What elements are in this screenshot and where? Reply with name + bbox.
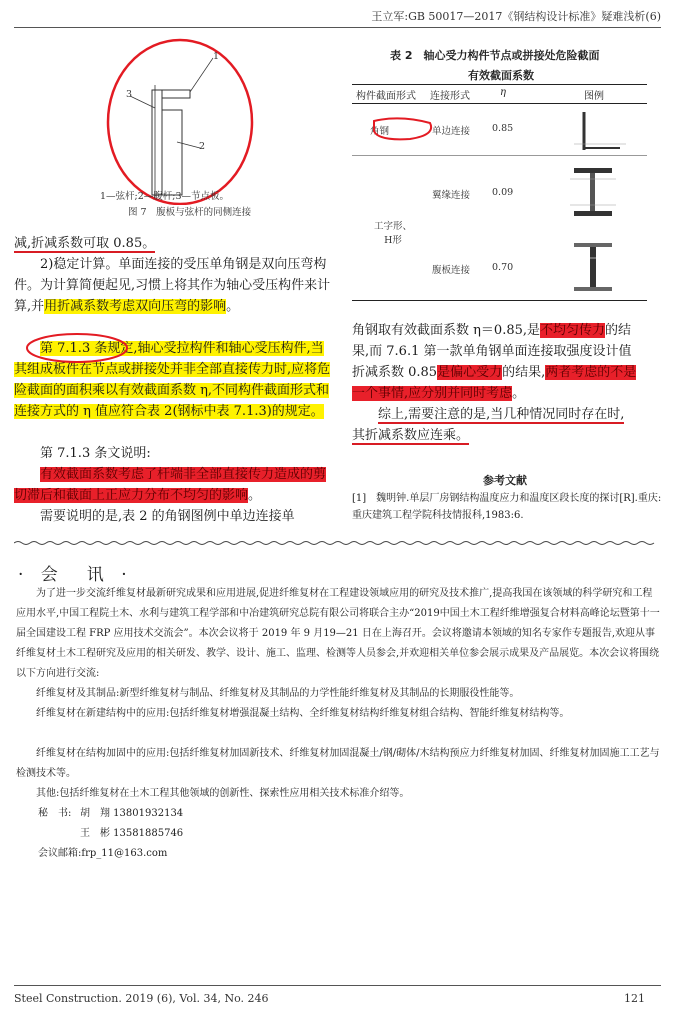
th-connection: 连接形式 bbox=[430, 91, 470, 102]
para-5 bbox=[14, 464, 334, 506]
table-2-title: 表 2 轴心受力构件节点或拼接处危险截面 bbox=[390, 49, 600, 62]
figure-7-caption: 图 7 腹板与弦杆的同侧连接 bbox=[128, 207, 252, 218]
fig-label-1: 1 bbox=[213, 51, 220, 62]
row2-eta: 0.09 bbox=[492, 187, 514, 198]
r-l3c: 的结果, bbox=[502, 365, 546, 380]
table-row-divider bbox=[352, 155, 647, 156]
para-2-highlight: 用折减系数考虑双向压弯的影响 bbox=[44, 299, 227, 314]
th-illustration: 图例 bbox=[584, 91, 604, 102]
r-l3a: 折减系数 0.85 bbox=[352, 365, 438, 380]
fig-label-2: 2 bbox=[199, 141, 206, 152]
news-item-3: 纤维复材在结构加固中的应用:包括纤维复材加固新技术、纤维复材加固混凝土/钢/砌体/木结构预应力纤维复材加固、纤维复材加固施工工艺与检测技术等。 bbox=[16, 748, 660, 779]
row1-eta: 0.85 bbox=[492, 123, 514, 134]
angle-steel-illustration bbox=[570, 110, 630, 152]
section-divider bbox=[14, 540, 661, 546]
r-l2: 果,而 7.6.1 第一款单角钢单面连接取强度设计值 bbox=[352, 344, 632, 359]
para-4: 第 7.1.3 条文说明: bbox=[40, 446, 151, 461]
table-2-subtitle: 有效截面系数 bbox=[468, 69, 534, 82]
para-2-text: 2)稳定计算。单面连接的受压单角钢是双向压弯构件。为计算简便起见,习惯上将其作为轴心受压构件来计算,并 bbox=[14, 257, 331, 314]
para-3-circle bbox=[22, 330, 132, 364]
header-rule bbox=[14, 27, 661, 28]
row3-eta: 0.70 bbox=[492, 262, 514, 273]
r-l1a-text: 角钢取有效截面系数 η＝0.85,是 bbox=[352, 323, 540, 338]
r-l5: 综上,需要注意的是,当几种情况同时存在时, bbox=[378, 407, 625, 422]
r-l6: 其折减系数应连乘。 bbox=[352, 428, 470, 443]
r-l3d: 两者考虑的不是 bbox=[545, 365, 637, 380]
journal-citation: Steel Construction. 2019 (6), Vol. 34, No. 246 bbox=[14, 992, 269, 1005]
r-l4b: ,应分别并同时考虑 bbox=[404, 386, 513, 401]
secretary-label: 秘 书: bbox=[38, 808, 72, 819]
row2-connection: 翼缘连接 bbox=[432, 190, 471, 201]
para-5-highlight: 有效截面系数考虑了杆端非全部直接传力造成的剪切滞后和截面上正应力分布不均匀的影响 bbox=[14, 467, 327, 503]
th-section: 构件截面形式 bbox=[356, 91, 416, 102]
references-title: 参考文献 bbox=[483, 474, 527, 487]
r-l3b: 是偏心受力 bbox=[437, 365, 503, 380]
row1-section: 角钢 bbox=[370, 126, 390, 137]
figure-7-legend: 1—弦杆;2—腹杆;3—节点板。 bbox=[100, 191, 230, 202]
para-6: 需要说明的是,表 2 的角钢图例中单边连接单 bbox=[40, 509, 295, 524]
secretary-2: 王 彬 13581885746 bbox=[80, 828, 184, 839]
table-2-header bbox=[352, 84, 647, 104]
fig-label-3: 3 bbox=[126, 89, 133, 100]
row1-highlight bbox=[370, 115, 438, 143]
flange-connection-illustration bbox=[568, 165, 618, 220]
secretary-1: 胡 翔 13801932134 bbox=[80, 808, 184, 819]
para-2-end: 。 bbox=[226, 299, 240, 314]
news-item-1: 纤维复材及其制品:新型纤维复材与制品、纤维复材及其制品的力学性能纤维复材及其制品的长期服役性能等。 bbox=[36, 688, 520, 699]
r-l4c: 。 bbox=[512, 386, 526, 401]
news-item-4: 其他:包括纤维复材在土木工程其他领域的创新性、探索性应用相关技术标准介绍等。 bbox=[36, 788, 410, 799]
running-header: 王立军:GB 50017—2017《钢结构设计标准》疑难浅析(6) bbox=[371, 10, 661, 23]
row1-connection: 单边连接 bbox=[432, 126, 471, 137]
news-para-1: 为了进一步交流纤维复材最新研究成果和应用进展,促进纤维复材在工程建设领域应用的研究及技术推广,提高我国在该领域的科学研究和工程应用水平,中国工程院土木、水利与建筑工程学部和中冶建筑研究总院有限公司将联合主办“2019中国土木工程纤维增强复合材料高峰论坛暨第十一届全国建设工程 FRP 应用技术交流会”。本次会议将于 2019 年 9 月19—21 日在上海召开。会议将邀请本领域的知名专家作专题报告,欢迎从事纤维复材土木工程研究及应用的相关研发、教学、设计、施工、监理、检测等人员参会,并欢迎相关单位参会展示成果及产品展览。本次会议将围绕以下方向进行交流: bbox=[16, 588, 660, 679]
figure-7-drawing bbox=[95, 30, 265, 205]
footer-rule bbox=[14, 985, 661, 986]
row3-section: 工字形、 H形 bbox=[373, 221, 412, 246]
table-bottom-rule bbox=[352, 300, 647, 301]
web-connection-illustration bbox=[568, 240, 618, 295]
reference-1: [1] 魏明钟.单层厂房钢结构温度应力和温度区段长度的探讨[R].重庆:重庆建筑工程学院科技情报科,1983:6. bbox=[352, 493, 662, 521]
r-l4a: 一个事情 bbox=[352, 386, 405, 401]
th-eta: η bbox=[500, 87, 506, 98]
r-l1c: 的结 bbox=[605, 323, 632, 338]
news-title: · 会 讯 · bbox=[18, 565, 133, 585]
para-1 bbox=[14, 233, 334, 254]
conference-email: 会议邮箱:frp_11@163.com bbox=[38, 848, 168, 859]
news-item-2: 纤维复材在新建结构中的应用:包括纤维复材增强混凝土结构、全纤维复材结构纤维复材组合结构、智能纤维复材结构等。 bbox=[36, 708, 570, 719]
page-number: 121 bbox=[624, 992, 645, 1005]
right-para bbox=[352, 320, 662, 446]
para-5-end: 。 bbox=[248, 488, 262, 503]
para-1-text: 减,折减系数可取 0.85。 bbox=[14, 236, 156, 251]
row3-connection: 腹板连接 bbox=[432, 265, 471, 276]
r-l1b: 不均匀传力 bbox=[540, 323, 606, 338]
para-2 bbox=[14, 254, 334, 317]
para-3-highlight: 第 7.1.3 条规定,轴心受拉构件和轴心受压构件,当其组成板件在节点或拼接处并非全部直接传力时,应将危险截面的面积乘以有效截面系数 η,不同构件截面形式和连接方式的 η 值应符合表 2(钢标中表 7.1.3)的规定。 bbox=[14, 341, 331, 419]
